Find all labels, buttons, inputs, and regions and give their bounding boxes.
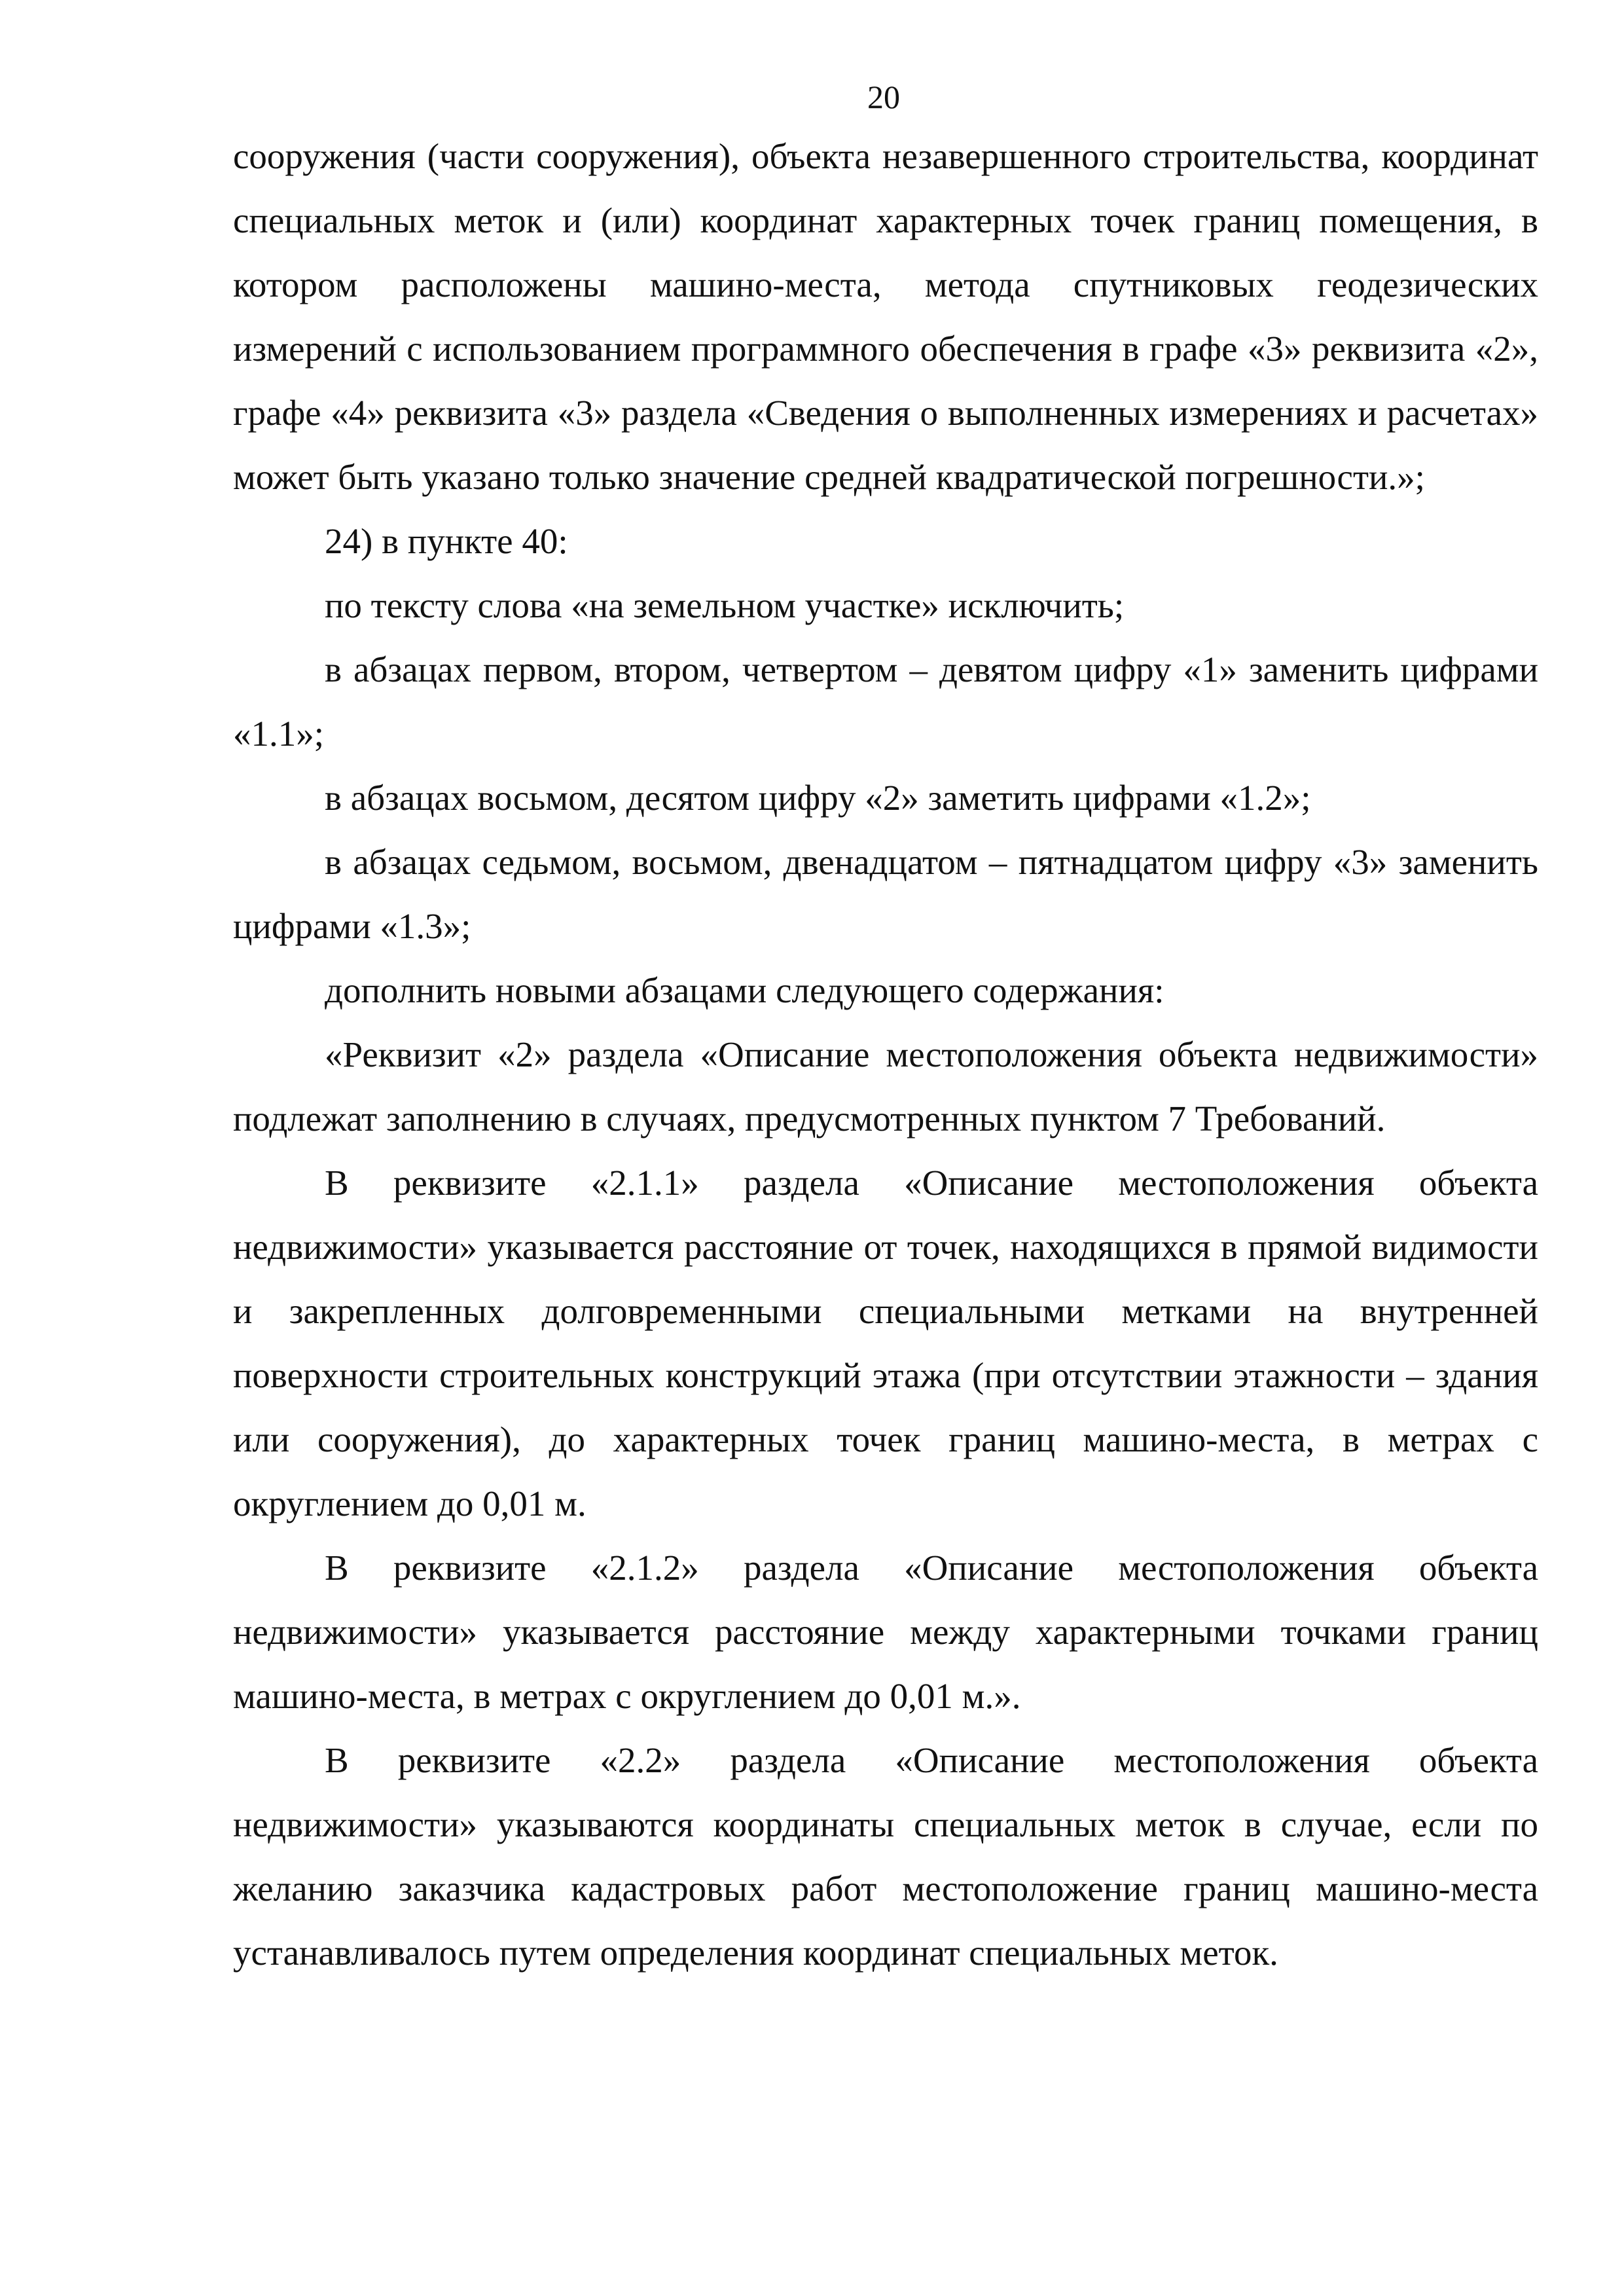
paragraph: в абзацах седьмом, восьмом, двенадцатом – пятнадцатом цифру «3» заменить цифрами «1.3»; [233,842,1538,946]
paragraph: «Реквизит «2» раздела «Описание местоположения объекта недвижимости» подлежат заполнению в случаях, предусмотренных пунктом 7 Требований. [233,1034,1538,1139]
paragraph: дополнить новыми абзацами следующего содержания: [325,970,1164,1010]
paragraph: В реквизите «2.1.1» раздела «Описание местоположения объекта недвижимости» указывается расстояние от точек, находящихся в прямой видимости и закрепленных долговременными специальными метками на внутренней поверхности строительных конструкций этажа (при отсутствии этажности – здания или сооружения), до характерных точек границ машино-места, в метрах с округлением до 0,01 м. [233,1163,1538,1523]
paragraph: в абзацах первом, втором, четвертом – девятом цифру «1» заменить цифрами «1.1»; [233,649,1538,754]
paragraph-item-24: 24) в пункте 40: [325,521,568,561]
page-number: 20 [867,79,900,115]
document-body [233,124,1538,1985]
paragraph: по тексту слова «на земельном участке» исключить; [325,585,1125,625]
paragraph: В реквизите «2.2» раздела «Описание местоположения объекта недвижимости» указываются координаты специальных меток в случае, если по желанию заказчика кадастровых работ местоположение границ машино-места устанавливалось путем определения координат специальных меток. [233,1740,1538,1973]
paragraph: в абзацах восьмом, десятом цифру «2» заметить цифрами «1.2»; [325,778,1311,818]
paragraph-continuation: сооружения (части сооружения), объекта незавершенного строительства, координат специальных меток и (или) координат характерных точек границ помещения, в котором расположены машино-места, метода спутниковых геодезических измерений с использованием программного обеспечения в графе «3» реквизита «2», графе «4» реквизита «3» раздела «Сведения о выполненных измерениях и расчетах» может быть указано только значение средней квадратической погрешности.»; [233,136,1538,497]
paragraph: В реквизите «2.1.2» раздела «Описание местоположения объекта недвижимости» указывается расстояние между характерными точками границ машино-места, в метрах с округлением до 0,01 м.». [233,1548,1538,1716]
